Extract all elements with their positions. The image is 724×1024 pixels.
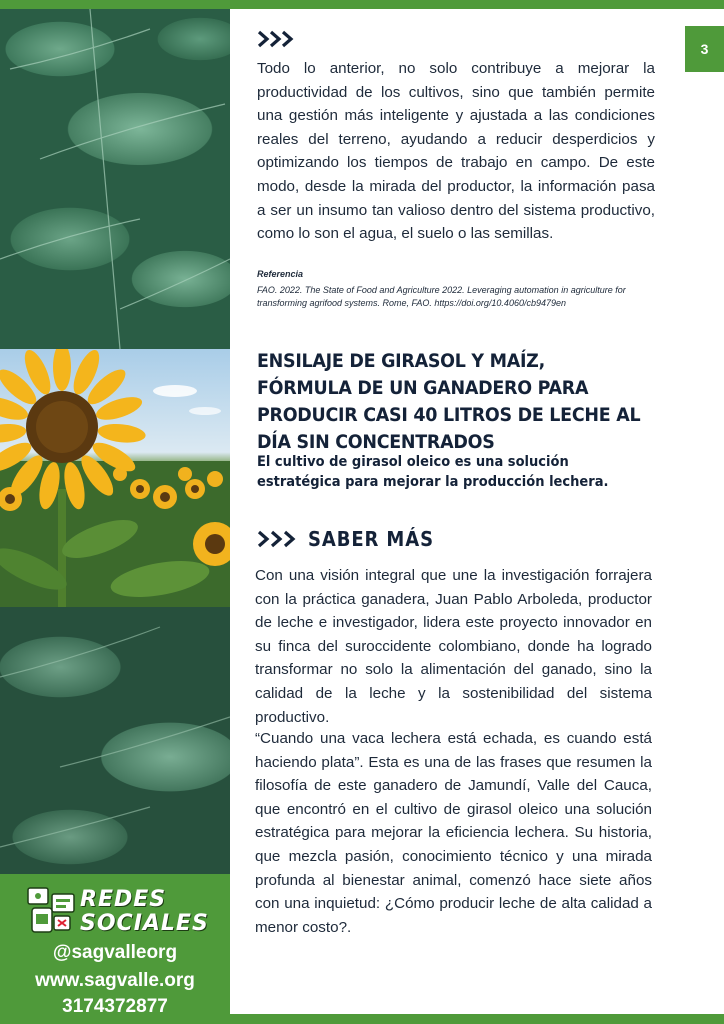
chevron-right-icon	[257, 30, 297, 48]
social-handle[interactable]: @sagvalleorg	[52, 942, 178, 963]
social-media-box	[0, 874, 230, 1024]
sunflower-field-photo	[0, 349, 230, 607]
article-subheadline: El cultivo de girasol oleico es una solución estratégica para mejorar la producción lechera.	[257, 454, 609, 490]
section-label-saber-mas[interactable]: SABER MÁS	[308, 527, 434, 551]
sunflower-illustration	[0, 349, 230, 607]
phone-number[interactable]: 3174372877	[62, 996, 168, 1017]
social-title	[80, 888, 220, 936]
top-accent-bar	[0, 0, 724, 9]
reference-title: Referencia	[257, 269, 304, 279]
leaves-image-bottom	[0, 607, 230, 874]
leaf-veins	[0, 9, 230, 349]
bottom-accent-bar	[230, 1014, 724, 1024]
page-number-badge: 3	[685, 26, 724, 72]
leaf-veins-bottom	[0, 607, 230, 874]
article-body-paragraph-2: “Cuando una vaca lechera está echada, es cuando está haciendo plata”. Esta es una de las frases que resumen la filosofía de este ganadero de Jamundí, Valle del Cauca, que encontró en el cultivo de girasol oleico una solución estratégica para mejorar la eficiencia lechera. Su historia, que mezcla pasión, conocimiento técnico y una mirada profunda al bienestar animal, comenzó hace siete años con una inquietud: ¿Cómo producir leche de alta calidad a menor costo?.	[255, 730, 652, 936]
reference-text: FAO. 2022. The State of Food and Agriculture 2022. Leveraging automation in agriculture for transforming agrifood systems. Rome, FAO. https://doi.org/10.4060/cb9479en	[257, 285, 626, 308]
chevron-right-icon-section	[257, 530, 301, 548]
intro-paragraph: Todo lo anterior, no solo contribuye a mejorar la productividad de los cultivos, sino que también permite una gestión más inteligente y ajustada a las condiciones reales del terreno, ayudando a reducir desperdicios y optimizando los tiempos de trabajo en campo. De este modo, desde la mirada del productor, la información pasa a ser un insumo tan valioso dentro del sistema productivo, como lo son el agua, el suelo o las semillas.	[257, 60, 655, 243]
leaves-image-top	[0, 9, 230, 349]
article-headline: ENSILAJE DE GIRASOL Y MAÍZ, FÓRMULA DE UN GANADERO PARA PRODUCIR CASI 40 LITROS DE LECHE AL DÍA SIN CONCENTRADOS	[257, 350, 641, 453]
social-title-line1: REDES	[80, 887, 167, 912]
website-link[interactable]: www.sagvalle.org	[35, 970, 195, 991]
social-network-icon	[24, 884, 78, 936]
article-body-paragraph-1: Con una visión integral que une la investigación forrajera con la práctica ganadera, Juan Pablo Arboleda, productor de leche e investigador, lidera este proyecto innovador en su finca del suroccidente colombiano, donde ha logrado transformar no solo la alimentación del ganado, sino la calidad de la leche y la sostenibilidad del sistema productivo.	[255, 567, 652, 726]
social-title-line2: SOCIALES	[80, 911, 209, 936]
left-image-column	[0, 9, 230, 874]
